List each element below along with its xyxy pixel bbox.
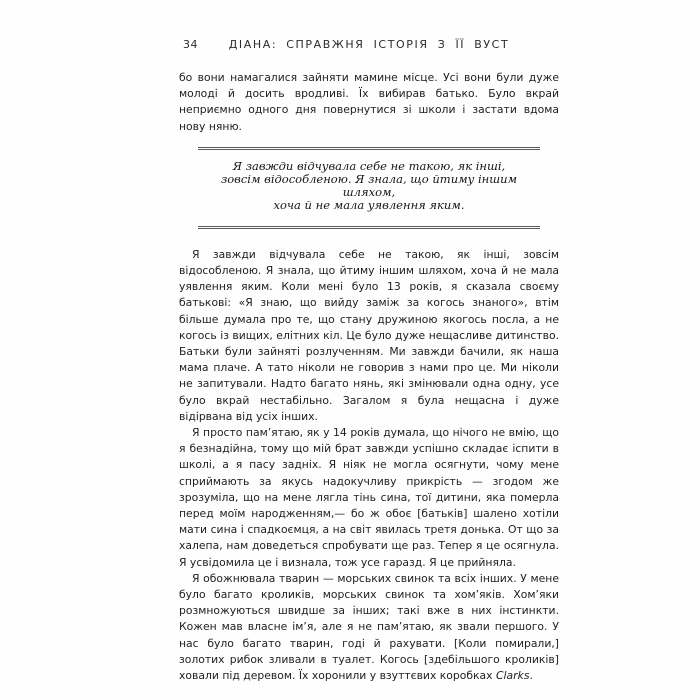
quote-line-3: хоча й не мала уявлення яким.	[273, 197, 465, 212]
paragraph-continuation: бо вони намагалися зайняти мамине місце. Усі вони були дуже молоді й досить вродливі. Їх вибирав батько. Було вкрай неприємно одного дня повернутися зі школи і застати вдома нову няню.	[179, 71, 559, 133]
paragraph-animals-text: Я обожнювала тварин — морських свинок та всіх інших. У мене було багато кроликів, морських свинок та хом’яків. Хом’яки розмножуються швидше за інших; такі вже в них інстинкти. Кожен мав власне ім’я, але я не пам’ятаю, як звали першого. У нас було багато тварин, годі й рахувати. [Коли помирали,] золотих рибок зливали в туалет. Когось [здебільшого кроликів] ховали під деревом. Їх хоронили у взуттєвих коробках	[179, 571, 559, 683]
running-header	[179, 38, 559, 51]
paragraph-animals	[179, 571, 559, 684]
paragraph-childhood: Я завжди відчувала себе не такою, як інші, зовсім відособленою. Я знала, що йтиму іншим шляхом, хоча й не мала уявлення яким. Коли мені було 13 років, я сказала своєму батькові: «Я знаю, що вийду заміж за когось знаного», втім більше думала про те, що стану дружиною якогось посла, а не когось із вищих, елітних кіл. Це було дуже нещасливе дитинство. Батьки були зайняті розлученням. Ми завжди бачили, як наша мама плаче. А тато ніколи не говорив з нами про це. Ми ніколи не запитували. Надто багато нянь, які змінювали одна одну, усе було вкрай нестабільно. Загалом я була нещасна і дуже відірвана від усіх інших.	[179, 247, 559, 423]
page-number: 34	[183, 38, 198, 51]
brand-name-clarks: Clarks	[495, 669, 530, 683]
quote-line-1: Я завжди відчувала себе не такою, як інші,	[232, 158, 506, 173]
text-column	[179, 38, 559, 684]
paragraph-animals-period: .	[529, 669, 533, 683]
pull-quote-block	[198, 147, 540, 229]
paragraph-teen-memory: Я просто пам’ятаю, як у 14 років думала, що нічого не вмію, що я безнадійна, тому що мій брат завжди успішно складає іспити в школі, а я пасу задніх. Я ніяк не могла осягнути, чому мене сприймають за якусь надокучливу прикрість — згодом же зрозуміла, що на мене лягла тінь сина, тої дитини, яка померла перед моїм народженням,— бо ж обоє [батьків] шалено хотіли мати сина і спадкоємця, а на світ явилась третя донька. От що за халепа, нам доведеться спробувати ще раз. Тепер я це осягнула. Я усвідомила це і визнала, тож усе гаразд. Я це прийняла.	[179, 426, 559, 569]
running-title: ДІАНА: СПРАВЖНЯ ІСТОРІЯ З ЇЇ ВУСТ	[228, 38, 510, 51]
quote-line-2: зовсім відособленою. Я знала, що йтиму іншим шляхом,	[220, 171, 518, 199]
